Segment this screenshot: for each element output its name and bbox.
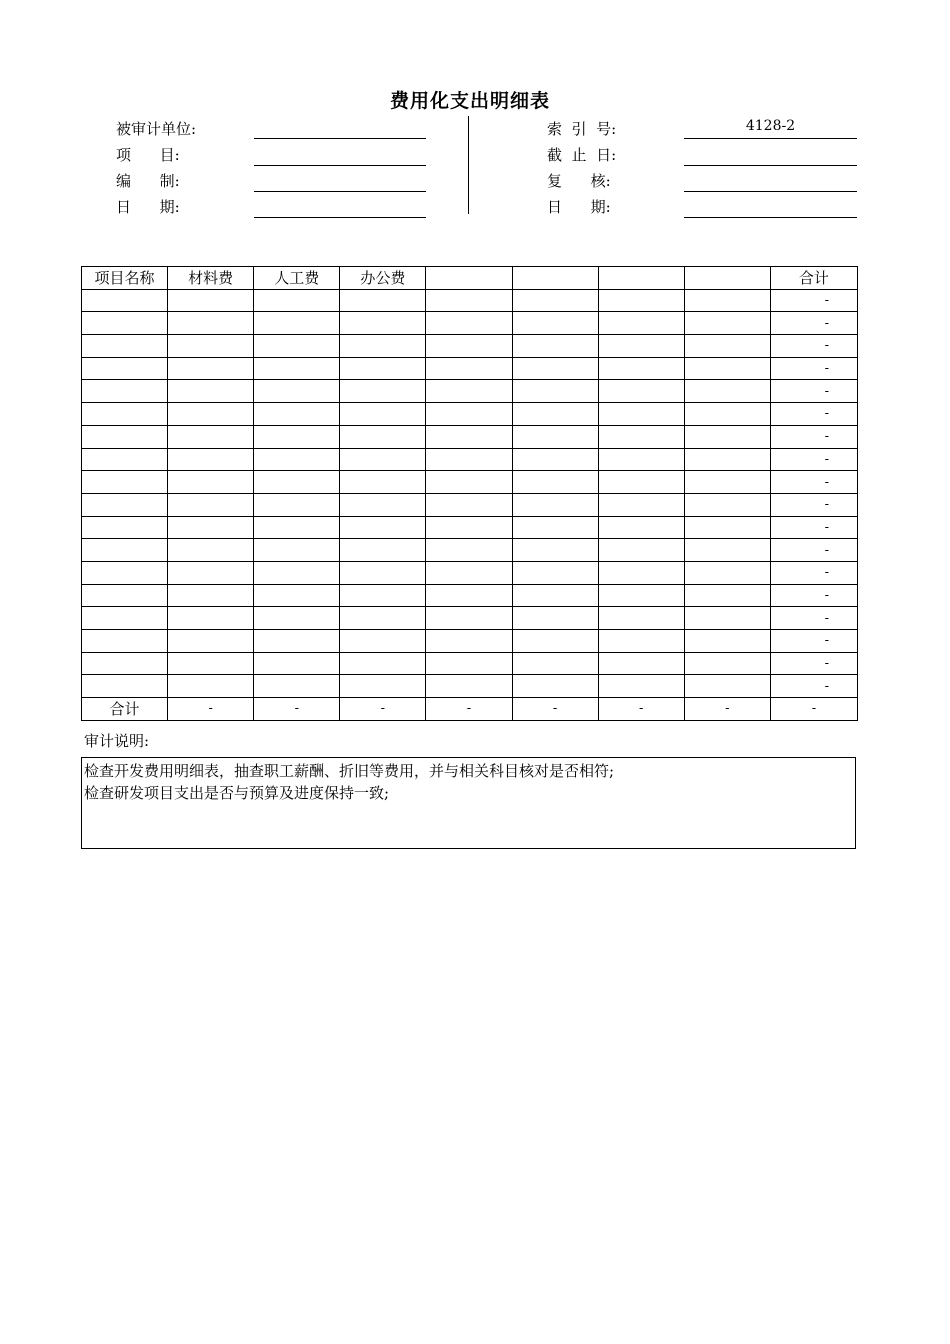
column-header: 项目名称	[82, 267, 168, 290]
row-total-cell[interactable]: -	[770, 516, 857, 539]
table-cell[interactable]	[168, 630, 254, 653]
table-cell[interactable]	[340, 425, 426, 448]
table-row	[82, 312, 858, 335]
column-header: 人工费	[254, 267, 340, 290]
table-cell[interactable]	[512, 403, 598, 426]
row-total-cell[interactable]: -	[770, 448, 857, 471]
table-cell[interactable]	[684, 584, 770, 607]
table-cell[interactable]	[340, 380, 426, 403]
table-cell[interactable]	[340, 448, 426, 471]
row-total-cell[interactable]: -	[770, 357, 857, 380]
table-cell[interactable]	[82, 607, 168, 630]
table-cell[interactable]	[426, 493, 512, 516]
table-cell[interactable]	[684, 493, 770, 516]
row-total-cell[interactable]: -	[770, 403, 857, 426]
table-cell[interactable]	[254, 289, 340, 312]
table-cell[interactable]	[168, 335, 254, 358]
table-cell[interactable]	[82, 403, 168, 426]
table-cell[interactable]	[426, 675, 512, 698]
table-cell[interactable]	[598, 312, 684, 335]
table-cell[interactable]	[426, 380, 512, 403]
table-cell[interactable]	[598, 584, 684, 607]
table-cell[interactable]	[168, 312, 254, 335]
total-cell: -	[684, 698, 770, 721]
reviewer-label: 复 核:	[547, 172, 611, 190]
row-total-cell[interactable]: -	[770, 335, 857, 358]
table-cell[interactable]	[340, 516, 426, 539]
table-header-row	[82, 267, 858, 290]
total-cell: -	[426, 698, 512, 721]
audited-entity-label: 被审计单位:	[116, 120, 197, 138]
row-total-cell[interactable]: -	[770, 607, 857, 630]
table-cell[interactable]	[598, 516, 684, 539]
table-cell[interactable]	[512, 675, 598, 698]
table-cell[interactable]	[512, 312, 598, 335]
table-cell[interactable]	[598, 289, 684, 312]
total-label: 合计	[82, 698, 168, 721]
table-row	[82, 630, 858, 653]
table-cell[interactable]	[426, 607, 512, 630]
table-cell[interactable]	[512, 357, 598, 380]
row-total-cell[interactable]: -	[770, 675, 857, 698]
table-cell[interactable]	[426, 471, 512, 494]
table-cell[interactable]	[254, 403, 340, 426]
table-cell[interactable]	[254, 357, 340, 380]
table-cell[interactable]	[598, 607, 684, 630]
table-cell[interactable]	[512, 289, 598, 312]
table-cell[interactable]	[512, 584, 598, 607]
table-cell[interactable]	[426, 561, 512, 584]
table-row	[82, 448, 858, 471]
table-cell[interactable]	[340, 561, 426, 584]
table-cell[interactable]	[512, 561, 598, 584]
table-cell[interactable]	[168, 561, 254, 584]
table-row	[82, 493, 858, 516]
row-total-cell[interactable]: -	[770, 471, 857, 494]
table-cell[interactable]	[512, 335, 598, 358]
table-cell[interactable]	[426, 289, 512, 312]
table-cell[interactable]	[340, 471, 426, 494]
table-cell[interactable]	[254, 516, 340, 539]
table-cell[interactable]	[426, 335, 512, 358]
column-header: 材料费	[168, 267, 254, 290]
cutoff-date-field[interactable]	[684, 165, 857, 166]
table-row	[82, 403, 858, 426]
table-cell[interactable]	[168, 403, 254, 426]
table-row	[82, 561, 858, 584]
total-cell: -	[340, 698, 426, 721]
table-cell[interactable]	[684, 335, 770, 358]
table-cell[interactable]	[426, 448, 512, 471]
row-total-cell[interactable]: -	[770, 493, 857, 516]
prepared-by-label: 编 制:	[116, 172, 180, 190]
table-cell[interactable]	[82, 630, 168, 653]
table-cell[interactable]	[82, 335, 168, 358]
table-cell[interactable]	[340, 312, 426, 335]
table-cell[interactable]	[168, 539, 254, 562]
table-cell[interactable]	[82, 425, 168, 448]
table-cell[interactable]	[340, 607, 426, 630]
table-cell[interactable]	[512, 380, 598, 403]
column-header: 办公费	[340, 267, 426, 290]
prepared-by-field[interactable]	[254, 191, 426, 192]
table-cell[interactable]	[254, 539, 340, 562]
table-row	[82, 516, 858, 539]
table-cell[interactable]	[684, 607, 770, 630]
table-cell[interactable]	[168, 357, 254, 380]
table-cell[interactable]	[340, 289, 426, 312]
table-row	[82, 425, 858, 448]
table-cell[interactable]	[168, 448, 254, 471]
table-row	[82, 289, 858, 312]
total-cell: -	[770, 698, 857, 721]
table-cell[interactable]	[684, 448, 770, 471]
table-cell[interactable]	[684, 357, 770, 380]
table-cell[interactable]	[684, 561, 770, 584]
table-cell[interactable]	[684, 630, 770, 653]
column-header: 合计	[770, 267, 857, 290]
table-cell[interactable]	[254, 448, 340, 471]
audited-entity-field[interactable]	[254, 138, 426, 139]
table-cell[interactable]	[254, 493, 340, 516]
table-row	[82, 607, 858, 630]
table-cell[interactable]	[512, 493, 598, 516]
table-cell[interactable]	[598, 675, 684, 698]
table-cell[interactable]	[82, 539, 168, 562]
table-cell[interactable]	[254, 471, 340, 494]
cutoff-date-label: 截 止 日:	[547, 146, 617, 164]
table-cell[interactable]	[82, 516, 168, 539]
table-cell[interactable]	[598, 471, 684, 494]
row-total-cell[interactable]: -	[770, 630, 857, 653]
column-header	[684, 267, 770, 290]
date-left-label: 日 期:	[116, 198, 180, 216]
column-header	[598, 267, 684, 290]
table-cell[interactable]	[684, 425, 770, 448]
row-total-cell[interactable]: -	[770, 312, 857, 335]
row-total-cell[interactable]: -	[770, 380, 857, 403]
table-cell[interactable]	[684, 403, 770, 426]
table-row	[82, 471, 858, 494]
table-cell[interactable]	[512, 516, 598, 539]
table-cell[interactable]	[598, 403, 684, 426]
table-cell[interactable]	[426, 652, 512, 675]
table-cell[interactable]	[684, 471, 770, 494]
table-cell[interactable]	[426, 539, 512, 562]
table-cell[interactable]	[684, 652, 770, 675]
date-left-field[interactable]	[254, 217, 426, 218]
table-cell[interactable]	[254, 335, 340, 358]
row-total-cell[interactable]: -	[770, 289, 857, 312]
table-cell[interactable]	[684, 539, 770, 562]
index-number-field[interactable]	[684, 138, 857, 139]
table-cell[interactable]	[598, 630, 684, 653]
total-cell: -	[168, 698, 254, 721]
table-cell[interactable]	[82, 652, 168, 675]
column-header	[512, 267, 598, 290]
table-cell[interactable]	[254, 584, 340, 607]
table-row	[82, 335, 858, 358]
table-cell[interactable]	[82, 584, 168, 607]
table-cell[interactable]	[426, 516, 512, 539]
table-cell[interactable]	[82, 493, 168, 516]
table-cell[interactable]	[426, 312, 512, 335]
table-row	[82, 380, 858, 403]
table-cell[interactable]	[598, 561, 684, 584]
table-cell[interactable]	[598, 652, 684, 675]
audit-note-line: 检查研发项目支出是否与预算及进度保持一致;	[84, 784, 390, 802]
table-cell[interactable]	[426, 425, 512, 448]
table-cell[interactable]	[340, 584, 426, 607]
row-total-cell[interactable]: -	[770, 539, 857, 562]
header-divider	[468, 116, 469, 214]
table-cell[interactable]	[426, 403, 512, 426]
table-cell[interactable]	[254, 607, 340, 630]
total-cell: -	[254, 698, 340, 721]
table-row	[82, 652, 858, 675]
row-total-cell[interactable]: -	[770, 425, 857, 448]
table-cell[interactable]	[168, 471, 254, 494]
table-cell[interactable]	[168, 289, 254, 312]
table-cell[interactable]	[340, 403, 426, 426]
table-cell[interactable]	[684, 312, 770, 335]
table-cell[interactable]	[254, 312, 340, 335]
table-cell[interactable]	[340, 675, 426, 698]
table-cell[interactable]	[340, 539, 426, 562]
table-cell[interactable]	[340, 652, 426, 675]
audit-note-line: 检查开发费用明细表，抽查职工薪酬、折旧等费用，并与相关科目核对是否相符;	[84, 762, 615, 780]
audit-notes-box[interactable]	[81, 757, 856, 849]
table-cell[interactable]	[426, 630, 512, 653]
table-row	[82, 539, 858, 562]
row-total-cell[interactable]: -	[770, 561, 857, 584]
table-cell[interactable]	[82, 380, 168, 403]
project-label: 项 目:	[116, 146, 180, 164]
table-cell[interactable]	[254, 380, 340, 403]
total-cell: -	[598, 698, 684, 721]
table-cell[interactable]	[512, 448, 598, 471]
table-cell[interactable]	[254, 425, 340, 448]
index-number-value: 4128-2	[745, 118, 796, 134]
date-right-field[interactable]	[684, 217, 857, 218]
table-cell[interactable]	[340, 335, 426, 358]
row-total-cell[interactable]: -	[770, 652, 857, 675]
table-cell[interactable]	[82, 312, 168, 335]
table-row	[82, 675, 858, 698]
table-cell[interactable]	[684, 380, 770, 403]
table-cell[interactable]	[82, 675, 168, 698]
table-cell[interactable]	[340, 493, 426, 516]
table-cell[interactable]	[254, 675, 340, 698]
table-cell[interactable]	[512, 425, 598, 448]
table-cell[interactable]	[340, 630, 426, 653]
row-total-cell[interactable]: -	[770, 584, 857, 607]
table-cell[interactable]	[512, 652, 598, 675]
table-cell[interactable]	[598, 539, 684, 562]
table-cell[interactable]	[82, 448, 168, 471]
audit-notes-label: 审计说明:	[84, 732, 150, 750]
table-cell[interactable]	[254, 561, 340, 584]
reviewer-field[interactable]	[684, 191, 857, 192]
table-cell[interactable]	[168, 380, 254, 403]
table-cell[interactable]	[598, 335, 684, 358]
table-cell[interactable]	[426, 584, 512, 607]
table-cell[interactable]	[684, 289, 770, 312]
page-title: 费用化支出明细表	[389, 90, 550, 112]
table-cell[interactable]	[598, 380, 684, 403]
table-cell[interactable]	[82, 471, 168, 494]
table-cell[interactable]	[598, 357, 684, 380]
table-cell[interactable]	[168, 493, 254, 516]
table-cell[interactable]	[598, 493, 684, 516]
table-cell[interactable]	[598, 425, 684, 448]
table-cell[interactable]	[512, 607, 598, 630]
table-cell[interactable]	[168, 584, 254, 607]
table-cell[interactable]	[168, 425, 254, 448]
table-cell[interactable]	[82, 357, 168, 380]
table-cell[interactable]	[254, 652, 340, 675]
table-row	[82, 357, 858, 380]
column-header	[426, 267, 512, 290]
total-row	[82, 698, 858, 721]
table-cell[interactable]	[168, 607, 254, 630]
table-row	[82, 584, 858, 607]
table-cell[interactable]	[512, 630, 598, 653]
table-cell[interactable]	[684, 516, 770, 539]
table-cell[interactable]	[168, 516, 254, 539]
table-cell[interactable]	[254, 630, 340, 653]
expense-detail-table	[81, 266, 858, 721]
table-cell[interactable]	[82, 289, 168, 312]
table-cell[interactable]	[426, 357, 512, 380]
table-cell[interactable]	[168, 675, 254, 698]
table-cell[interactable]	[598, 448, 684, 471]
table-cell[interactable]	[82, 561, 168, 584]
table-cell[interactable]	[512, 539, 598, 562]
table-cell[interactable]	[684, 675, 770, 698]
table-cell[interactable]	[512, 471, 598, 494]
table-cell[interactable]	[340, 357, 426, 380]
project-field[interactable]	[254, 165, 426, 166]
table-cell[interactable]	[168, 652, 254, 675]
date-right-label: 日 期:	[547, 198, 611, 216]
total-cell: -	[512, 698, 598, 721]
index-number-label: 索 引 号:	[547, 120, 617, 138]
